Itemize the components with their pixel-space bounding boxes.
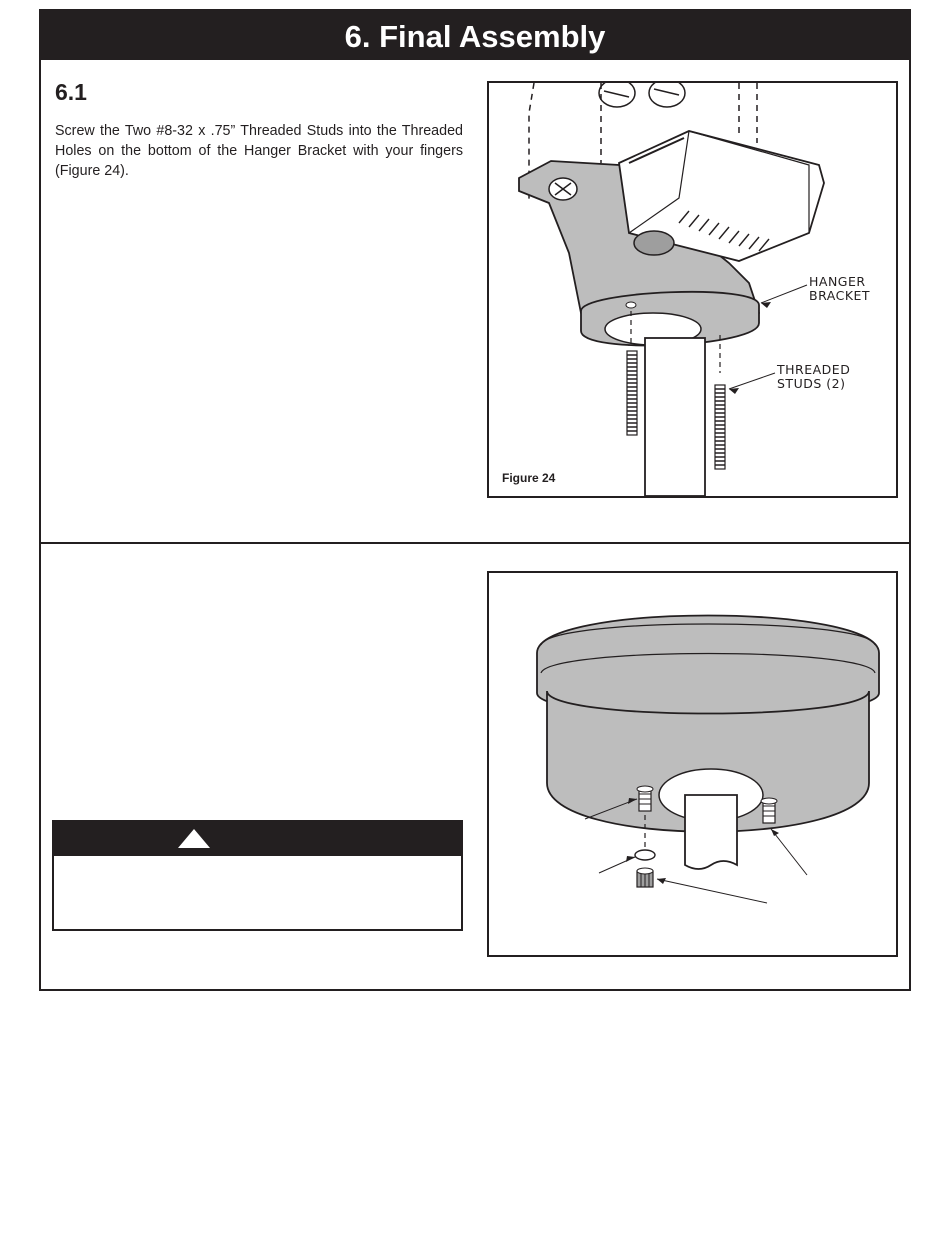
knurled-nut <box>637 868 653 887</box>
threaded-stud-right <box>715 385 725 469</box>
step-number: 6.1 <box>55 79 87 105</box>
section-divider <box>41 542 909 544</box>
figure-24 <box>487 81 898 498</box>
figure-label: Figure 24 <box>502 471 556 485</box>
warning-box <box>52 820 463 931</box>
step-instruction: Screw the Two #8-32 x .75” Threaded Studs into the Threaded Holes on the bottom of the Hanger Bracket with your fingers (Figure 24). <box>55 123 463 179</box>
downrod-shape <box>645 338 705 496</box>
warning-triangle-icon <box>178 829 210 848</box>
page-frame <box>39 9 911 991</box>
lock-washer <box>635 850 655 860</box>
downrod-shape <box>685 795 737 869</box>
threaded-stud-left <box>627 351 637 435</box>
figure-25 <box>487 571 898 957</box>
callout-threaded-studs: THREADED STUDS (2) <box>777 362 851 391</box>
warning-header <box>54 822 461 856</box>
screw-left <box>637 786 653 811</box>
screw-right <box>761 798 777 823</box>
switch-housing-illustration <box>489 573 896 955</box>
section-title: 6. Final Assembly <box>41 11 909 60</box>
callout-hanger-bracket: HANGER BRACKET <box>809 274 871 303</box>
